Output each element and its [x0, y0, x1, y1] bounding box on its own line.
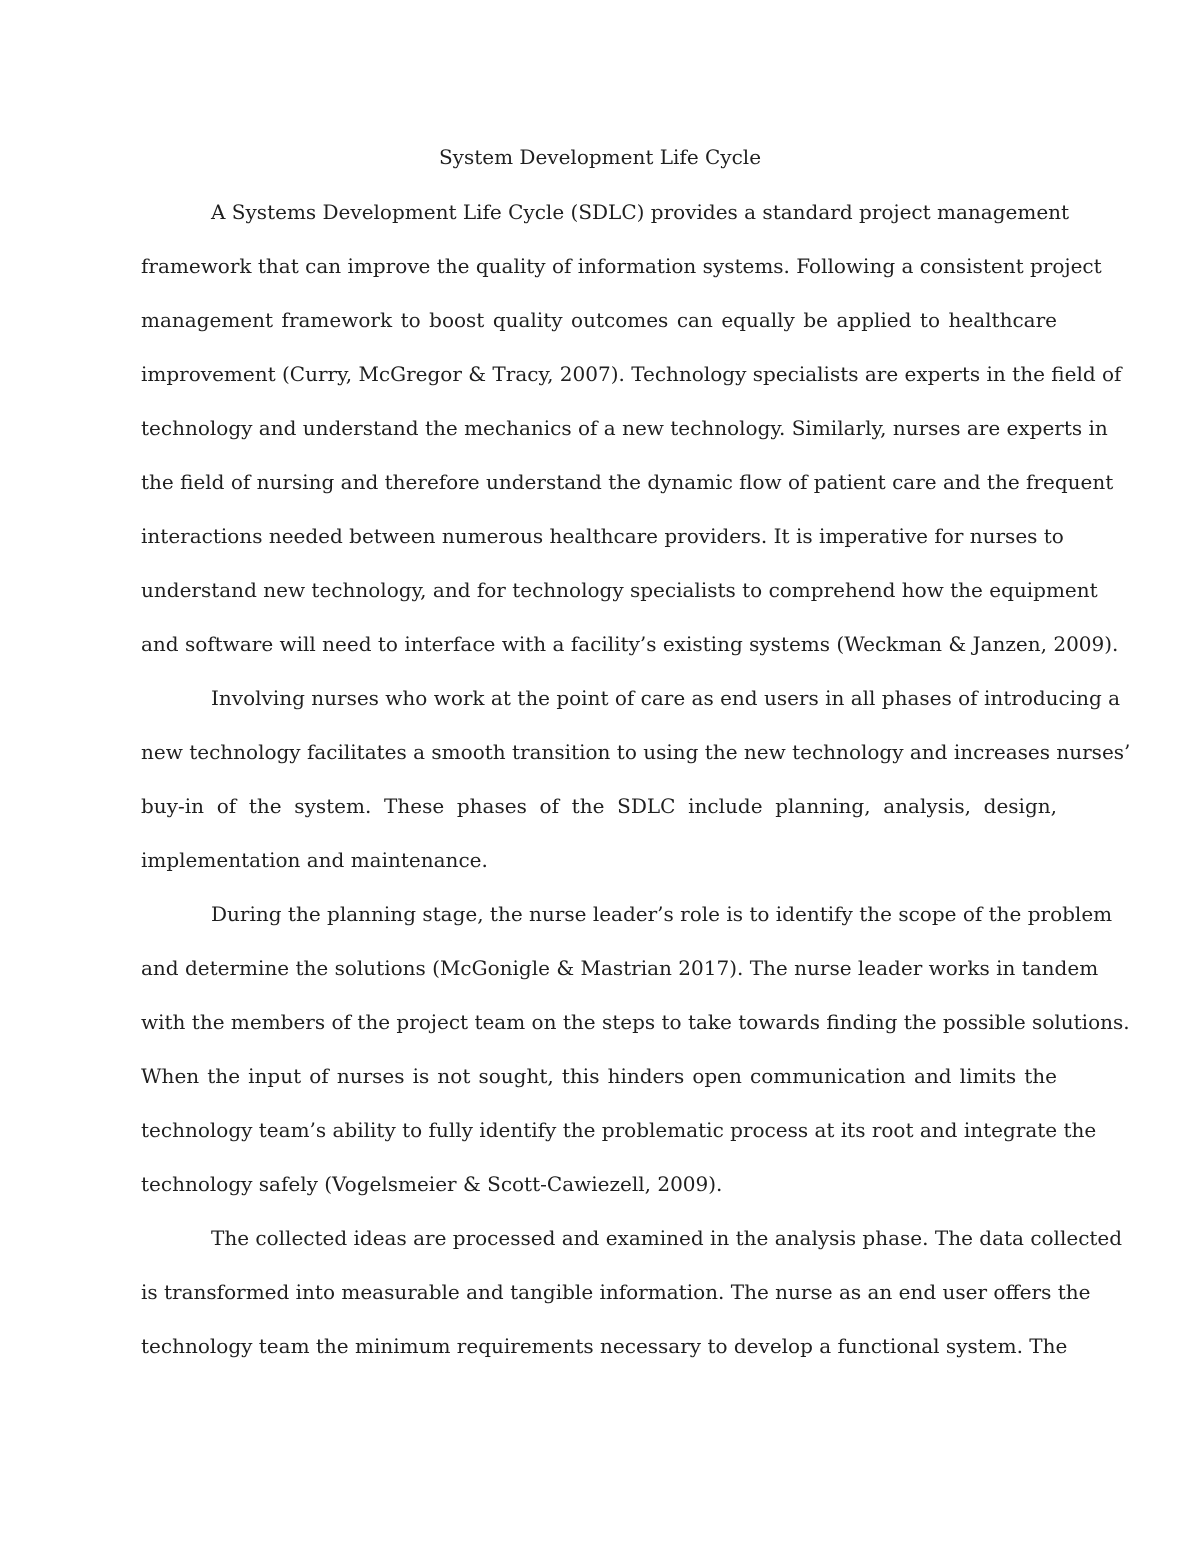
page-title: System Development Life Cycle — [438, 145, 762, 169]
text-line: and software will need to interface with a facility’s existing systems (Weckman & Janzen, 2009). — [141, 632, 1119, 656]
text-line: and determine the solutions (McGonigle & Mastrian 2017). The nurse leader works in tandem — [141, 956, 1099, 980]
text-line: technology team the minimum requirements necessary to develop a functional system. The — [141, 1334, 1068, 1358]
text-line: with the members of the project team on the steps to take towards finding the possible solutions. — [141, 1010, 1130, 1034]
text-line: is transformed into measurable and tangible information. The nurse as an end user offers the — [141, 1280, 1091, 1304]
text-line: framework that can improve the quality of information systems. Following a consistent project — [141, 254, 1102, 278]
text-line: technology and understand the mechanics of a new technology. Similarly, nurses are experts in — [141, 416, 1108, 440]
text-line: the field of nursing and therefore understand the dynamic flow of patient care and the frequent — [141, 470, 1114, 494]
text-line: new technology facilitates a smooth transition to using the new technology and increases nurses’ — [141, 740, 1131, 764]
text-line: technology safely (Vogelsmeier & Scott-Cawiezell, 2009). — [141, 1172, 723, 1196]
text-line: Involving nurses who work at the point of care as end users in all phases of introducing a — [211, 686, 1121, 710]
text-line: The collected ideas are processed and examined in the analysis phase. The data collected — [211, 1226, 1123, 1250]
text-line: improvement (Curry, McGregor & Tracy, 2007). Technology specialists are experts in the field of — [141, 362, 1122, 386]
text-line: understand new technology, and for technology specialists to comprehend how the equipment — [141, 578, 1098, 602]
text-line: technology team’s ability to fully identify the problematic process at its root and integrate the — [141, 1118, 1097, 1142]
text-line: interactions needed between numerous healthcare providers. It is imperative for nurses to — [141, 524, 1064, 548]
text-line: buy-in of the system. These phases of the SDLC include planning, analysis, design, — [141, 794, 1057, 818]
text-line: During the planning stage, the nurse leader’s role is to identify the scope of the problem — [211, 902, 1113, 926]
text-line: management framework to boost quality outcomes can equally be applied to healthcare — [141, 308, 1057, 332]
text-line: A Systems Development Life Cycle (SDLC) provides a standard project management — [211, 200, 1070, 224]
text-line: implementation and maintenance. — [141, 848, 488, 872]
text-line: When the input of nurses is not sought, this hinders open communication and limits the — [141, 1064, 1057, 1088]
